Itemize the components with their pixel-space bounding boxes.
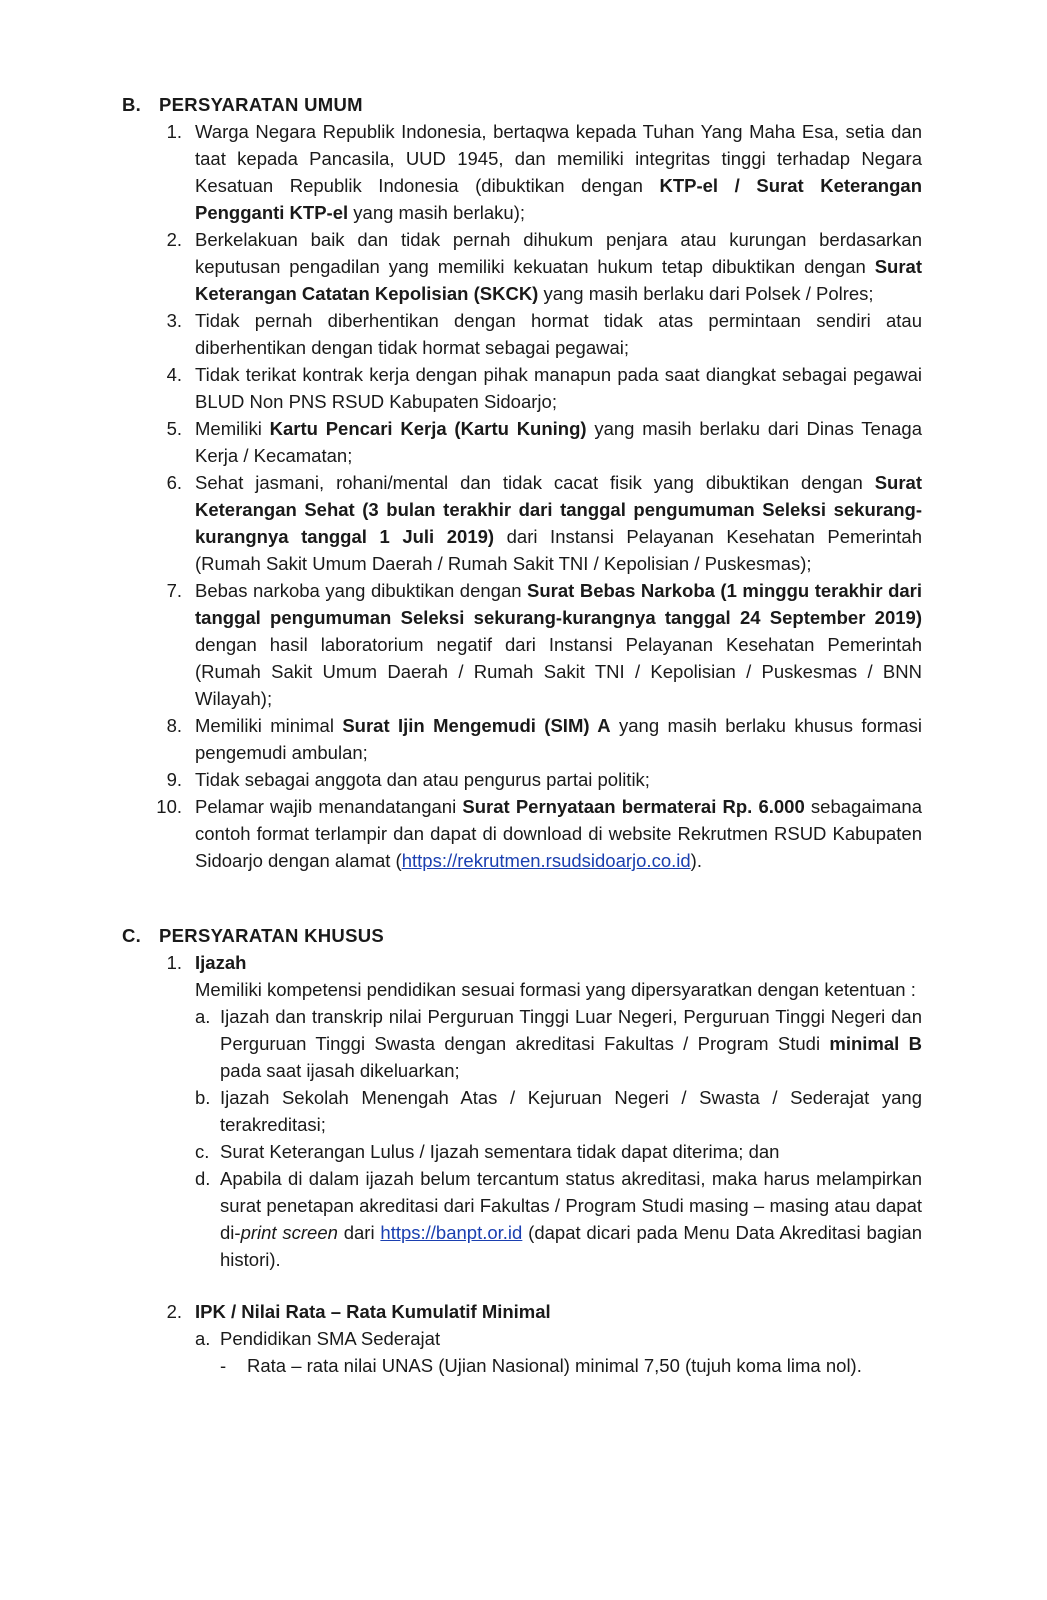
sub-item: a. Pendidikan SMA Sederajat - Rata – rata nilai UNAS (Ujian Nasional) minimal 7,50 (tujuh koma lima nol). xyxy=(195,1325,922,1379)
sub-label: a. xyxy=(195,1328,211,1349)
ijazah-intro: Memiliki kompetensi pendidikan sesuai formasi yang dipersyaratkan dengan ketentuan : xyxy=(195,979,916,1000)
item-bold: Kartu Pencari Kerja (Kartu Kuning) xyxy=(269,418,587,439)
sub-label: b. xyxy=(195,1087,211,1108)
item-number: 7. xyxy=(166,580,182,601)
item-number: 3. xyxy=(166,310,182,331)
sub-bold: minimal B xyxy=(829,1033,922,1054)
ipk-sub-list xyxy=(195,1325,922,1379)
item-text: Pelamar wajib menandatangani Surat Pernyataan bermaterai Rp. 6.000 sebagaimana contoh format terlampir dan dapat di download di website Rekrutmen RSUD Kabupaten Sidoarjo dengan alamat (https://rekrutmen.rsudsidoarjo.co.id). xyxy=(195,796,922,871)
sub-item: a. Ijazah dan transkrip nilai Perguruan Tinggi Luar Negeri, Perguruan Tinggi Negeri dan Perguruan Tinggi Swasta dengan akreditasi Fakultas / Program Studi minimal B pada saat ijasah dikeluarkan; xyxy=(195,1003,922,1084)
item-text: Memiliki minimal Surat Ijin Mengemudi (SIM) A yang masih berlaku khusus formasi pengemudi ambulan; xyxy=(195,715,923,763)
item-text: Tidak terikat kontrak kerja dengan pihak manapun pada saat diangkat sebagai pegawai BLUD Non PNS RSUD Kabupaten Sidoarjo; xyxy=(195,364,922,412)
item-bold: KTP-el / Surat Keterangan Pengganti KTP-el xyxy=(195,175,922,223)
section-c-heading xyxy=(122,923,922,949)
item-bold: Surat Keterangan Catatan Kepolisian (SKCK) xyxy=(195,256,922,304)
sub-italic: print screen xyxy=(240,1222,338,1243)
item-bold: Surat Bebas Narkoba (1 minggu terakhir dari tanggal pengumuman Seleksi sekurang-kurangnya tanggal 24 September 2019) xyxy=(195,580,923,628)
item-text: Sehat jasmani, rohani/mental dan tidak cacat fisik yang dibuktikan dengan Surat Keterangan Sehat (3 bulan terakhir dari tanggal pengumuman Seleksi sekurang-kurangnya tanggal 1 Juli 2019) dari Instansi Pelayanan Kesehatan Pemerintah (Rumah Sakit Umum Daerah / Rumah Sakit TNI / Kepolisian / Puskesmas); xyxy=(195,472,922,574)
list-item xyxy=(122,118,922,226)
item-number: 6. xyxy=(166,472,182,493)
item-bold: Surat Pernyataan bermaterai Rp. 6.000 xyxy=(462,796,805,817)
sub-label: c. xyxy=(195,1141,210,1162)
list-item xyxy=(122,469,922,577)
list-item xyxy=(122,307,922,361)
ipk-title: IPK / Nilai Rata – Rata Kumulatif Minimal xyxy=(195,1301,551,1322)
item-number: 1. xyxy=(166,121,182,142)
item-number: 2. xyxy=(166,1301,182,1322)
ijazah-title: Ijazah xyxy=(195,952,247,973)
sub-item: c. Surat Keterangan Lulus / Ijazah sementara tidak dapat diterima; dan xyxy=(195,1138,922,1165)
specific-requirements-list xyxy=(122,949,922,1379)
list-item xyxy=(122,226,922,307)
item-number: 9. xyxy=(166,769,182,790)
item-number: 4. xyxy=(166,364,182,385)
sub-label: a. xyxy=(195,1006,211,1027)
section-c-letter: C. xyxy=(122,925,142,946)
item-text: Tidak sebagai anggota dan atau pengurus partai politik; xyxy=(195,769,650,790)
list-item-ijazah xyxy=(122,949,922,1273)
item-text: Bebas narkoba yang dibuktikan dengan Surat Bebas Narkoba (1 minggu terakhir dari tanggal pengumuman Seleksi sekurang-kurangnya tanggal 24 September 2019) dengan hasil laboratorium negatif dari Instansi Pelayanan Kesehatan Pemerintah (Rumah Sakit Umum Daerah / Rumah Sakit TNI / Kepolisian / Puskesmas / BNN Wilayah); xyxy=(195,580,923,709)
list-item xyxy=(122,361,922,415)
ipk-dash-list xyxy=(220,1352,922,1379)
document-content xyxy=(122,92,922,1379)
dash-label: - xyxy=(220,1355,227,1376)
item-bold: Surat Ijin Mengemudi (SIM) A xyxy=(342,715,611,736)
list-item xyxy=(122,766,922,793)
item-number: 2. xyxy=(166,229,182,250)
ijazah-sub-list xyxy=(195,1003,922,1273)
item-text: Tidak pernah diberhentikan dengan hormat tidak atas permintaan sendiri atau diberhentikan dengan tidak hormat sebagai pegawai; xyxy=(195,310,922,358)
section-b-letter: B. xyxy=(122,94,142,115)
sub-label: d. xyxy=(195,1168,211,1189)
item-number: 1. xyxy=(166,952,182,973)
item-bold: Surat Keterangan Sehat (3 bulan terakhir dari tanggal pengumuman Seleksi sekurang-kurangnya tanggal 1 Juli 2019) xyxy=(195,472,922,547)
banpt-link[interactable]: https://banpt.or.id xyxy=(380,1222,523,1243)
section-c-title: PERSYARATAN KHUSUS xyxy=(159,925,385,946)
sub-item: b. Ijazah Sekolah Menengah Atas / Kejuruan Negeri / Swasta / Sederajat yang terakreditasi; xyxy=(195,1084,922,1138)
sub-item: d. Apabila di dalam ijazah belum tercantum status akreditasi, maka harus melampirkan surat penetapan akreditasi dari Fakultas / Program Studi masing – masing atau dapat di-print screen dari https://banpt.or.id (dapat dicari pada Menu Data Akreditasi bagian histori). xyxy=(195,1165,922,1273)
dash-item: - Rata – rata nilai UNAS (Ujian Nasional) minimal 7,50 (tujuh koma lima nol). xyxy=(220,1352,922,1379)
item-text: Warga Negara Republik Indonesia, bertaqwa kepada Tuhan Yang Maha Esa, setia dan taat kepada Pancasila, UUD 1945, dan memiliki integritas tinggi terhadap Negara Kesatuan Republik Indonesia (dibuktikan dengan KTP-el / Surat Keterangan Pengganti KTP-el yang masih berlaku); xyxy=(195,121,922,223)
item-text: Memiliki Kartu Pencari Kerja (Kartu Kuning) yang masih berlaku dari Dinas Tenaga Kerja / Kecamatan; xyxy=(195,418,922,466)
item-number: 5. xyxy=(166,418,182,439)
item-text: Berkelakuan baik dan tidak pernah dihukum penjara atau kurungan berdasarkan keputusan pengadilan yang memiliki kekuatan hukum tetap dibuktikan dengan Surat Keterangan Catatan Kepolisian (SKCK) yang masih berlaku dari Polsek / Polres; xyxy=(195,229,922,304)
spacer xyxy=(122,1273,922,1298)
rekrutmen-link[interactable]: https://rekrutmen.rsudsidoarjo.co.id xyxy=(401,850,691,871)
section-b-title: PERSYARATAN UMUM xyxy=(159,94,363,115)
list-item xyxy=(122,793,922,874)
general-requirements-list xyxy=(122,118,922,874)
list-item xyxy=(122,712,922,766)
item-number: 8. xyxy=(166,715,182,736)
item-number: 10. xyxy=(156,796,182,817)
section-b-heading xyxy=(122,92,922,118)
list-item xyxy=(122,415,922,469)
list-item-ipk xyxy=(122,1298,922,1379)
list-item xyxy=(122,577,922,712)
